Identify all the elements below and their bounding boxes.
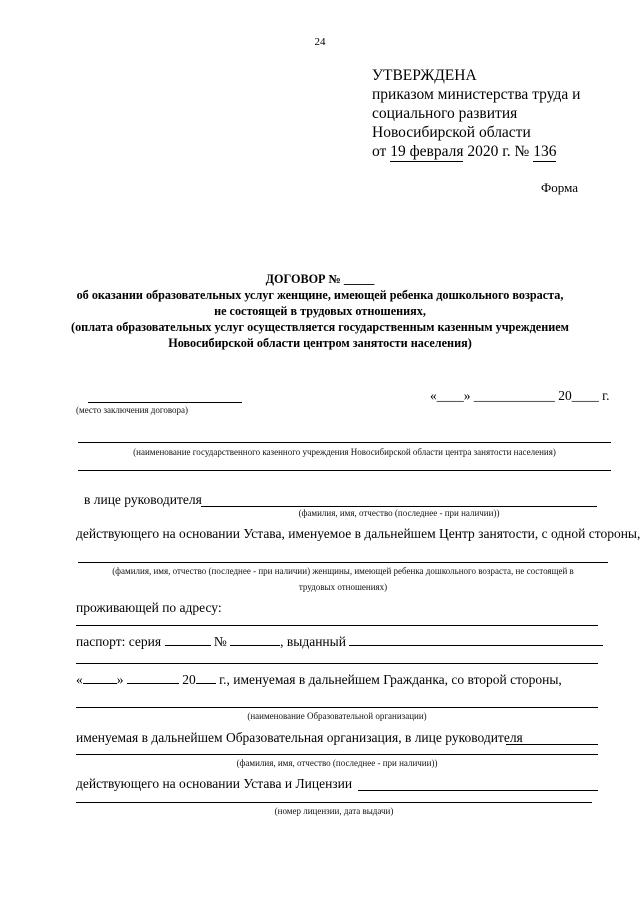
issued-month-field[interactable] <box>127 683 179 684</box>
passport-issued-field[interactable] <box>349 645 603 646</box>
license-line[interactable] <box>76 802 592 803</box>
passport-series-label: паспорт: серия <box>76 634 162 649</box>
passport-issued-label: , выданный <box>280 634 346 649</box>
license-field[interactable] <box>358 790 598 791</box>
agency-name-line-2[interactable] <box>78 470 611 471</box>
issued-date-rest: г., именуемая в дальнейшем Гражданка, со второй стороны, <box>219 672 562 687</box>
approval-number: 136 <box>533 143 557 160</box>
quote-open: « <box>76 672 83 687</box>
contract-subtitle-4: Новосибирской области центром занятости населения) <box>168 336 472 350</box>
page-number: 24 <box>314 36 326 48</box>
issued-day-field[interactable] <box>83 683 117 684</box>
issued-year-field[interactable] <box>196 683 216 684</box>
citizen-caption-2: трудовых отношениях) <box>298 582 388 592</box>
acting-text: действующего на основании Устава, именуемое в дальнейшем Центр занятости, с одной стороны, <box>76 526 640 541</box>
approval-line-3: социального развития <box>372 105 518 122</box>
license-text: действующего на основании Устава и Лицензии <box>76 776 353 791</box>
approval-date <box>372 142 556 162</box>
quote-close: » <box>116 672 124 687</box>
head-caption: (фамилия, имя, отчество (последнее - при наличии)) <box>298 508 500 518</box>
head-name-line[interactable] <box>201 506 597 507</box>
passport-number-field[interactable] <box>230 645 280 646</box>
agency-caption: (наименование государственного казенного учреждения Новосибирской области центра занятости населения) <box>133 447 556 457</box>
head-prefix: в лице руководителя <box>84 492 202 507</box>
passport-line-2[interactable] <box>76 663 598 664</box>
org-head-field[interactable] <box>506 744 598 745</box>
approval-year: 2020 г. № <box>467 143 530 160</box>
org-caption: (наименование Образовательной организации) <box>247 711 427 721</box>
place-line[interactable] <box>88 402 242 403</box>
form-label: Форма <box>541 180 578 195</box>
contract-subtitle-2: не состоящей в трудовых отношениях, <box>214 304 426 318</box>
approval-line-4: Новосибирской области <box>372 124 531 141</box>
citizen-caption-1: (фамилия, имя, отчество (последнее - при наличии) женщины, имеющей ребенка дошкольного возраста, не состоящей в <box>112 566 574 576</box>
passport-row <box>76 634 603 650</box>
approval-date-prefix: от <box>372 143 387 160</box>
passport-series-field[interactable] <box>165 645 211 646</box>
contract-subtitle-3: (оплата образовательных услуг осуществляется государственным казенным учреждением <box>71 320 569 334</box>
approval-line-2: приказом министерства труда и <box>372 86 581 103</box>
contract-subtitle-1: об оказании образовательных услуг женщине, имеющей ребенка дошкольного возраста, <box>76 288 564 302</box>
contract-title: ДОГОВОР № _____ <box>265 272 375 286</box>
approval-title: УТВЕРЖДЕНА <box>372 67 477 84</box>
org-name-line[interactable] <box>76 707 598 708</box>
issued-date-row <box>76 672 562 688</box>
approval-date-value: 19 февраля <box>390 143 464 160</box>
agency-name-line[interactable] <box>78 442 611 443</box>
citizen-name-line[interactable] <box>78 562 608 563</box>
passport-number-label: № <box>213 634 227 649</box>
license-caption: (номер лицензии, дата выдачи) <box>274 806 394 816</box>
issued-year-prefix: 20 <box>182 672 196 687</box>
org-head-text: именуемая в дальнейшем Образовательная организация, в лице руководителя <box>76 730 523 745</box>
address-label: проживающей по адресу: <box>76 600 222 615</box>
place-caption: (место заключения договора) <box>76 405 189 415</box>
org-head-line[interactable] <box>76 754 598 755</box>
address-line[interactable] <box>76 625 598 626</box>
org-head-caption: (фамилия, имя, отчество (последнее - при наличии)) <box>236 758 438 768</box>
contract-date[interactable]: «____» ____________ 20____ г. <box>430 388 610 403</box>
